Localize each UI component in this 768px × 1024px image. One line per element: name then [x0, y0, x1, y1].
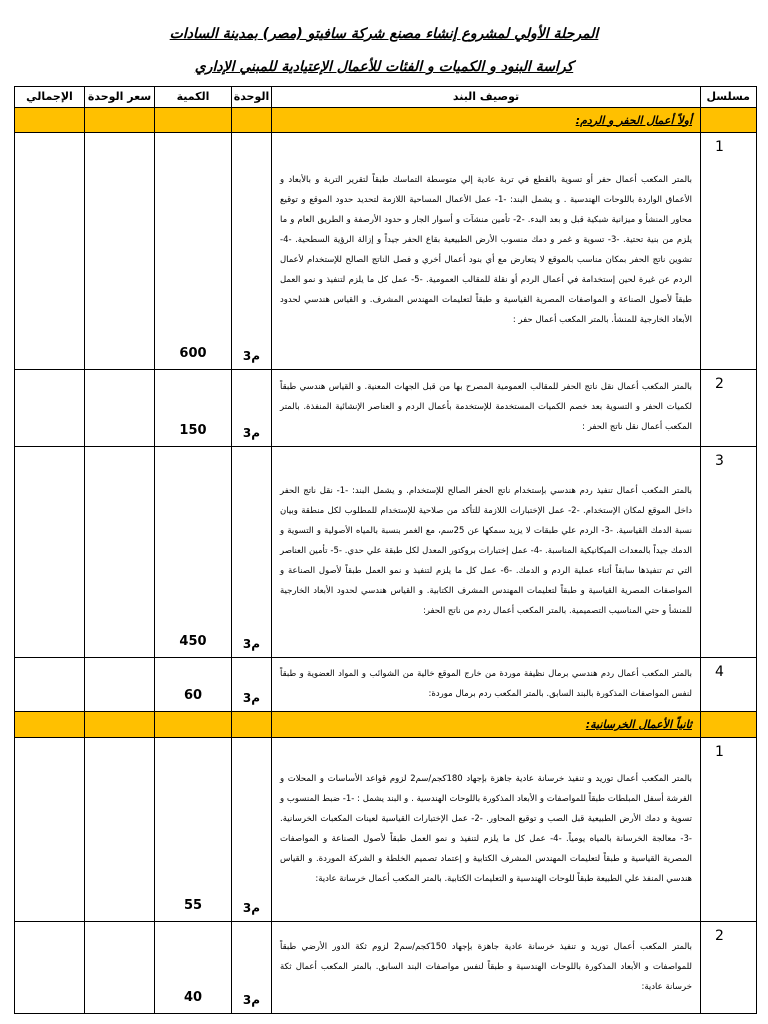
section-cell: [155, 108, 232, 133]
item-unit: م3: [232, 922, 272, 1014]
column-header-description: توصيف البند: [272, 87, 701, 108]
section-cell: [15, 108, 85, 133]
bill-of-quantities-table: [14, 86, 757, 1014]
item-unit-price: [85, 738, 155, 922]
item-description-cell: [272, 133, 701, 370]
section-cell: [85, 712, 155, 738]
item-quantity: 600: [155, 133, 232, 370]
section-cell: [701, 712, 757, 738]
item-description: بالمتر المكعب أعمال ردم هندسي برمال نظيفة موردة من خارج الموقع خالية من الشوائب و المواد العضوية و طبقاً لنفس المواصفات المذكورة بالبند السابق. بالمتر المكعب ردم برمال موردة:: [280, 668, 692, 699]
item-description: بالمتر المكعب أعمال توريد و تنفيذ خرسانة عادية جاهزة بإجهاد 150كجم/سم2 لزوم ثكة الدور الأرضي طبقاً للمواصفات و الأبعاد المذكورة باللوحات الهندسية و طبقاً لنفس مواصفات البند السابق. بالمتر المكعب أعمال ثكة خرسانة عادية:: [280, 941, 692, 992]
section-title: أولاً أعمال الحفر و الردم:: [272, 108, 701, 133]
item-total: [15, 738, 85, 922]
section-cell: [85, 108, 155, 133]
table-row: [15, 658, 757, 712]
section-cell: [232, 108, 272, 133]
item-serial: 3: [701, 447, 757, 658]
section-cell: [15, 712, 85, 738]
item-total: [15, 370, 85, 447]
table-row: [15, 133, 757, 370]
item-quantity: 40: [155, 922, 232, 1014]
item-unit: م3: [232, 447, 272, 658]
item-unit-price: [85, 370, 155, 447]
item-description: بالمتر المكعب أعمال نقل ناتج الحفر للمقالب العمومية المصرح بها من قبل الجهات المعنية. و القياس هندسي طبقاً لكميات الحفر و التسوية بعد خصم الكميات المستخدمة للإستخدمة بأعمال الردم و العناصر الإنشائية المنفذة. بالمتر المكعب أعمال نقل ناتج الحفر :: [280, 382, 692, 432]
item-total: [15, 922, 85, 1014]
section-cell: [232, 712, 272, 738]
item-unit-price: [85, 133, 155, 370]
item-unit: م3: [232, 658, 272, 712]
section-cell: [701, 108, 757, 133]
item-total: [15, 133, 85, 370]
section-title: ثانياً الأعمال الخرسانية:: [272, 712, 701, 738]
item-description: بالمتر المكعب أعمال تنفيذ ردم هندسي بإستخدام ناتج الحفر الصالح للإستخدام. و يشمل البند: -1- نقل ناتج الحفر داخل الموقع لمكان الإستخدام. -2- عمل الإختبارات اللازمة للتأكد من صلاحية للإستخدام للمطلوب لكل منطقة وبيان نسبة الدمك القياسية. -3- الردم علي طبقات لا يزيد سمكها عن 25سم، مع الغمر بنسبة بالمياه الأصولية و التسوية و الدمك جيداً بالمعدات الميكانيكية المناسبة. -4- عمل إختبارات بروكتور المعدل لكل طبقة علي حدي. -5- تأمين العناصر التي تم تنفيذها سابقاً أثناء عملية الردم و الدمك. -6- عمل كل ما يلزم لتنفيذ و نمو العمل طبقاً لأصول الصناعة و المواصفات المصرية القياسية و طبقاً لتعليمات المهندس المشرف الكتابية. و القياس هندسي لحدود الأبعاد الخارجية للمنشأ و حتي المناسيب التصميمية. بالمتر المكعب أعمال ردم من ناتج الحفر:: [280, 486, 693, 616]
table-header-row: [15, 87, 757, 108]
document-title: المرحلة الأولي لمشروع إنشاء مصنع شركة سافيتو (مصر) بمدينة السادات: [169, 26, 599, 42]
item-serial: 2: [701, 370, 757, 447]
item-quantity: 150: [155, 370, 232, 447]
section-row-concrete: [15, 712, 757, 738]
item-unit: م3: [232, 370, 272, 447]
item-description: بالمتر المكعب أعمال توريد و تنفيذ خرسانة عادية جاهزة بإجهاد 180كجم/سم2 لزوم قواعد الأساسات و المحلات و الفرشة أسفل المبلطات طبقاً للمواصفات و الأبعاد المذكورة باللوحات الهندسية . و البند يشمل : -1- ضبط المنسوب و تسوية و دمك الأرض الطبيعية قبل الصب و توقيع المحاور. -2- عمل الإختبارات القياسية لعينات المكعبات الخرسانية. -3- معالجة الخرسانة بالمياه يومياً. -4- عمل كل ما يلزم لتنفيذ و نمو العمل طبقاً لأصول الصناعة و المواصفات المصرية القياسية و طبقاً لتعليمات المهندس المشرف الكتابية و إعتماد تصميم الخلطة و الشركة الموردة. و القياس هندسي المنفذ علي الطبيعة طبقاً للوحات الهندسية و التعليمات الكتابية. بالمتر المكعب أعمال خرسانة عادية:: [280, 773, 693, 884]
table-row: [15, 370, 757, 447]
item-description-cell: [272, 447, 701, 658]
section-row-excavation: [15, 108, 757, 133]
column-header-total: الإجمالي: [15, 87, 85, 108]
item-serial: 4: [701, 658, 757, 712]
item-quantity: 55: [155, 738, 232, 922]
item-unit-price: [85, 922, 155, 1014]
column-header-unit-price: سعر الوحدة: [85, 87, 155, 108]
table-row: [15, 738, 757, 922]
item-unit: م3: [232, 738, 272, 922]
table-row: [15, 447, 757, 658]
item-unit-price: [85, 658, 155, 712]
item-serial: 1: [701, 738, 757, 922]
item-unit: م3: [232, 133, 272, 370]
section-cell: [155, 712, 232, 738]
item-description-cell: [272, 738, 701, 922]
column-header-quantity: الكمية: [155, 87, 232, 108]
item-description-cell: [272, 370, 701, 447]
item-serial: 1: [701, 133, 757, 370]
item-quantity: 450: [155, 447, 232, 658]
item-quantity: 60: [155, 658, 232, 712]
item-description-cell: [272, 922, 701, 1014]
item-serial: 2: [701, 922, 757, 1014]
column-header-serial: مسلسل: [701, 87, 757, 108]
document-subtitle: كراسة البنود و الكميات و الفئات للأعمال الإعتيادية للمبني الإداري: [194, 59, 574, 75]
item-total: [15, 447, 85, 658]
column-header-unit: الوحدة: [232, 87, 272, 108]
item-description: بالمتر المكعب أعمال حفر أو تسوية بالقطع في تربة عادية إلي متوسطة التماسك طبقاً لتقرير التربة و بالأبعاد و الأعماق الواردة باللوحات الهندسية . و يشمل البند: -1- عمل الأعمال المساحية اللازمة لتحديد حدود الموقع و توقيع محاور المنشأ و ميزانية شبكية قبل و بعد البدء. -2- تأمين منشآت و أسوار الجار و حدود الأرصفة و الطريق العام و ما يلزم من بنية تحتية. -3- تسوية و غمر و دمك منسوب الأرض الطبيعية بقاع الحفر جيداً و إزالة الرؤية السطحية. -4- تشوين ناتج الحفر بمكان مناسب بالموقع لا يتعارض مع أي بنود أعمال أخري و فصل الناتج الصالح للإستخدام لأعمال الردم عن غيرة لحين إستخدامة في أعمال الردم أو نقلة للمقالب العمومية. -5- عمل كل ما يلزم لتنفيذ و نمو العمل طبقاً لأصول الصناعة و المواصفات المصرية القياسية و طبقاً لتعليمات المهندس المشرف. و القياس هندسي لحدود الأبعاد الخارجية للمنشأ. بالمتر المكعب أعمال حفر :: [280, 175, 693, 325]
item-description-cell: [272, 658, 701, 712]
item-total: [15, 658, 85, 712]
item-unit-price: [85, 447, 155, 658]
table-row: [15, 922, 757, 1014]
